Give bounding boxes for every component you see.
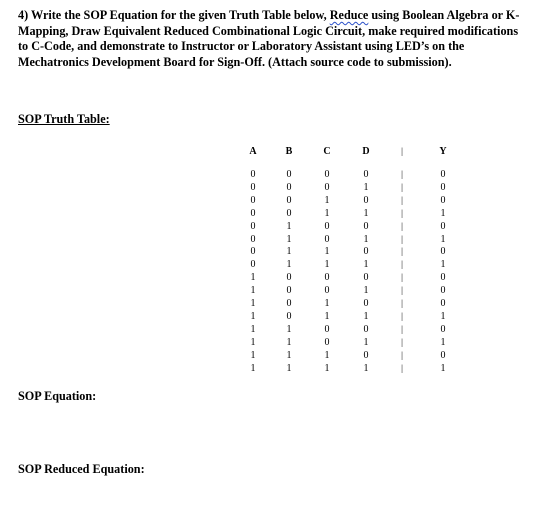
table-row [0, 181, 540, 194]
cell-a: 0 [250, 246, 256, 258]
cell-c: 0 [324, 220, 330, 232]
table-row [0, 349, 540, 362]
cell-b: 1 [286, 323, 292, 335]
cell-a: 0 [250, 233, 256, 245]
cell-c: 0 [324, 233, 330, 245]
cell-d: 0 [363, 194, 369, 206]
cell-a: 1 [250, 272, 256, 284]
cell-d: 0 [363, 323, 369, 335]
cell-b: 1 [286, 362, 292, 374]
question-text-start: 4) Write the SOP Equation for the given Truth Table below, [18, 8, 330, 22]
cell-a: 1 [250, 323, 256, 335]
cell-separator: | [401, 310, 403, 321]
cell-a: 1 [250, 349, 256, 361]
cell-d: 0 [363, 246, 369, 258]
cell-y: 0 [440, 181, 446, 193]
table-row [0, 336, 540, 349]
cell-d: 1 [363, 362, 369, 374]
cell-c: 1 [324, 362, 330, 374]
cell-c: 1 [324, 310, 330, 322]
cell-separator: | [401, 349, 403, 360]
cell-y: 0 [440, 220, 446, 232]
header-d: D [362, 146, 370, 157]
cell-y: 0 [440, 169, 446, 180]
cell-c: 1 [324, 259, 330, 271]
table-row [0, 220, 540, 233]
cell-d: 1 [363, 207, 369, 219]
table-row [0, 284, 540, 297]
cell-y: 1 [440, 336, 446, 348]
table-row [0, 233, 540, 246]
cell-a: 1 [250, 285, 256, 297]
table-row [0, 245, 540, 258]
cell-a: 1 [250, 298, 256, 309]
cell-d: 1 [363, 233, 369, 245]
cell-separator: | [401, 285, 403, 296]
cell-c: 1 [324, 349, 330, 361]
header-separator: | [401, 146, 403, 156]
cell-y: 0 [440, 349, 446, 361]
truth-table-header [0, 145, 540, 158]
cell-a: 1 [250, 336, 256, 348]
cell-separator: | [401, 259, 403, 270]
cell-c: 0 [324, 323, 330, 335]
cell-y: 1 [440, 259, 446, 271]
cell-separator: | [401, 181, 403, 192]
cell-b: 1 [286, 336, 292, 348]
table-row [0, 258, 540, 271]
cell-d: 0 [363, 349, 369, 361]
cell-y: 0 [440, 194, 446, 206]
cell-y: 0 [440, 272, 446, 284]
table-row [0, 323, 540, 336]
cell-separator: | [401, 362, 403, 373]
cell-d: 0 [363, 169, 369, 180]
table-row [0, 362, 540, 375]
cell-b: 0 [286, 194, 292, 206]
cell-separator: | [401, 207, 403, 218]
cell-a: 0 [250, 194, 256, 206]
cell-b: 0 [286, 310, 292, 322]
cell-a: 0 [250, 259, 256, 271]
header-b: B [285, 146, 293, 157]
table-row [0, 271, 540, 284]
cell-separator: | [401, 220, 403, 231]
cell-d: 0 [363, 298, 369, 309]
cell-d: 1 [363, 336, 369, 348]
reduce-word: Reduce [329, 8, 369, 22]
cell-c: 0 [324, 336, 330, 348]
cell-a: 0 [250, 181, 256, 193]
question-text [18, 8, 528, 70]
cell-b: 0 [286, 181, 292, 193]
cell-d: 1 [363, 181, 369, 193]
cell-c: 1 [324, 207, 330, 219]
cell-b: 1 [286, 233, 292, 245]
cell-separator: | [401, 169, 403, 179]
cell-b: 0 [286, 207, 292, 219]
cell-y: 0 [440, 323, 446, 335]
cell-a: 1 [250, 362, 256, 374]
cell-separator: | [401, 246, 403, 257]
cell-c: 1 [324, 298, 330, 309]
cell-a: 0 [250, 207, 256, 219]
cell-d: 1 [363, 285, 369, 297]
cell-separator: | [401, 194, 403, 205]
cell-separator: | [401, 298, 403, 308]
truth-table-label: SOP Truth Table: [18, 112, 110, 126]
cell-b: 1 [286, 246, 292, 258]
cell-d: 0 [363, 272, 369, 284]
cell-b: 1 [286, 259, 292, 271]
cell-y: 1 [440, 233, 446, 245]
table-row [0, 207, 540, 220]
header-c: C [323, 146, 331, 157]
cell-a: 0 [250, 220, 256, 232]
cell-separator: | [401, 323, 403, 334]
cell-separator: | [401, 233, 403, 244]
cell-b: 0 [286, 285, 292, 297]
cell-d: 0 [363, 220, 369, 232]
cell-b: 1 [286, 220, 292, 232]
header-a: A [249, 146, 257, 157]
cell-c: 0 [324, 169, 330, 180]
cell-c: 0 [324, 285, 330, 297]
cell-y: 1 [440, 362, 446, 374]
cell-a: 1 [250, 310, 256, 322]
cell-y: 0 [440, 298, 446, 309]
cell-separator: | [401, 336, 403, 347]
table-row [0, 310, 540, 323]
sop-equation-label: SOP Equation: [18, 389, 97, 403]
table-row [0, 297, 540, 310]
table-row [0, 194, 540, 207]
cell-b: 0 [286, 272, 292, 284]
cell-b: 0 [286, 169, 292, 180]
cell-y: 1 [440, 310, 446, 322]
cell-y: 1 [440, 207, 446, 219]
cell-b: 0 [286, 298, 292, 309]
cell-d: 1 [363, 259, 369, 271]
cell-c: 1 [324, 246, 330, 258]
cell-c: 0 [324, 272, 330, 284]
cell-y: 0 [440, 246, 446, 258]
table-row [0, 168, 540, 181]
sop-reduced-equation-label: SOP Reduced Equation: [18, 462, 145, 476]
cell-c: 1 [324, 194, 330, 206]
cell-c: 0 [324, 181, 330, 193]
cell-d: 1 [363, 310, 369, 322]
header-y: Y [439, 146, 447, 157]
cell-y: 0 [440, 285, 446, 297]
question-text-end: using Boolean Algebra or K-Mapping, Draw Equivalent Reduced Combinational Logic Circuit, make required modifications to C-Code, and demonstrate to Instructor or Laboratory Assistant using LED’s on the Mechatronics Development Board for Sign-Off. (Attach source code to submission). [18, 8, 520, 69]
cell-b: 1 [286, 349, 292, 361]
cell-a: 0 [250, 169, 256, 180]
cell-separator: | [401, 272, 403, 283]
